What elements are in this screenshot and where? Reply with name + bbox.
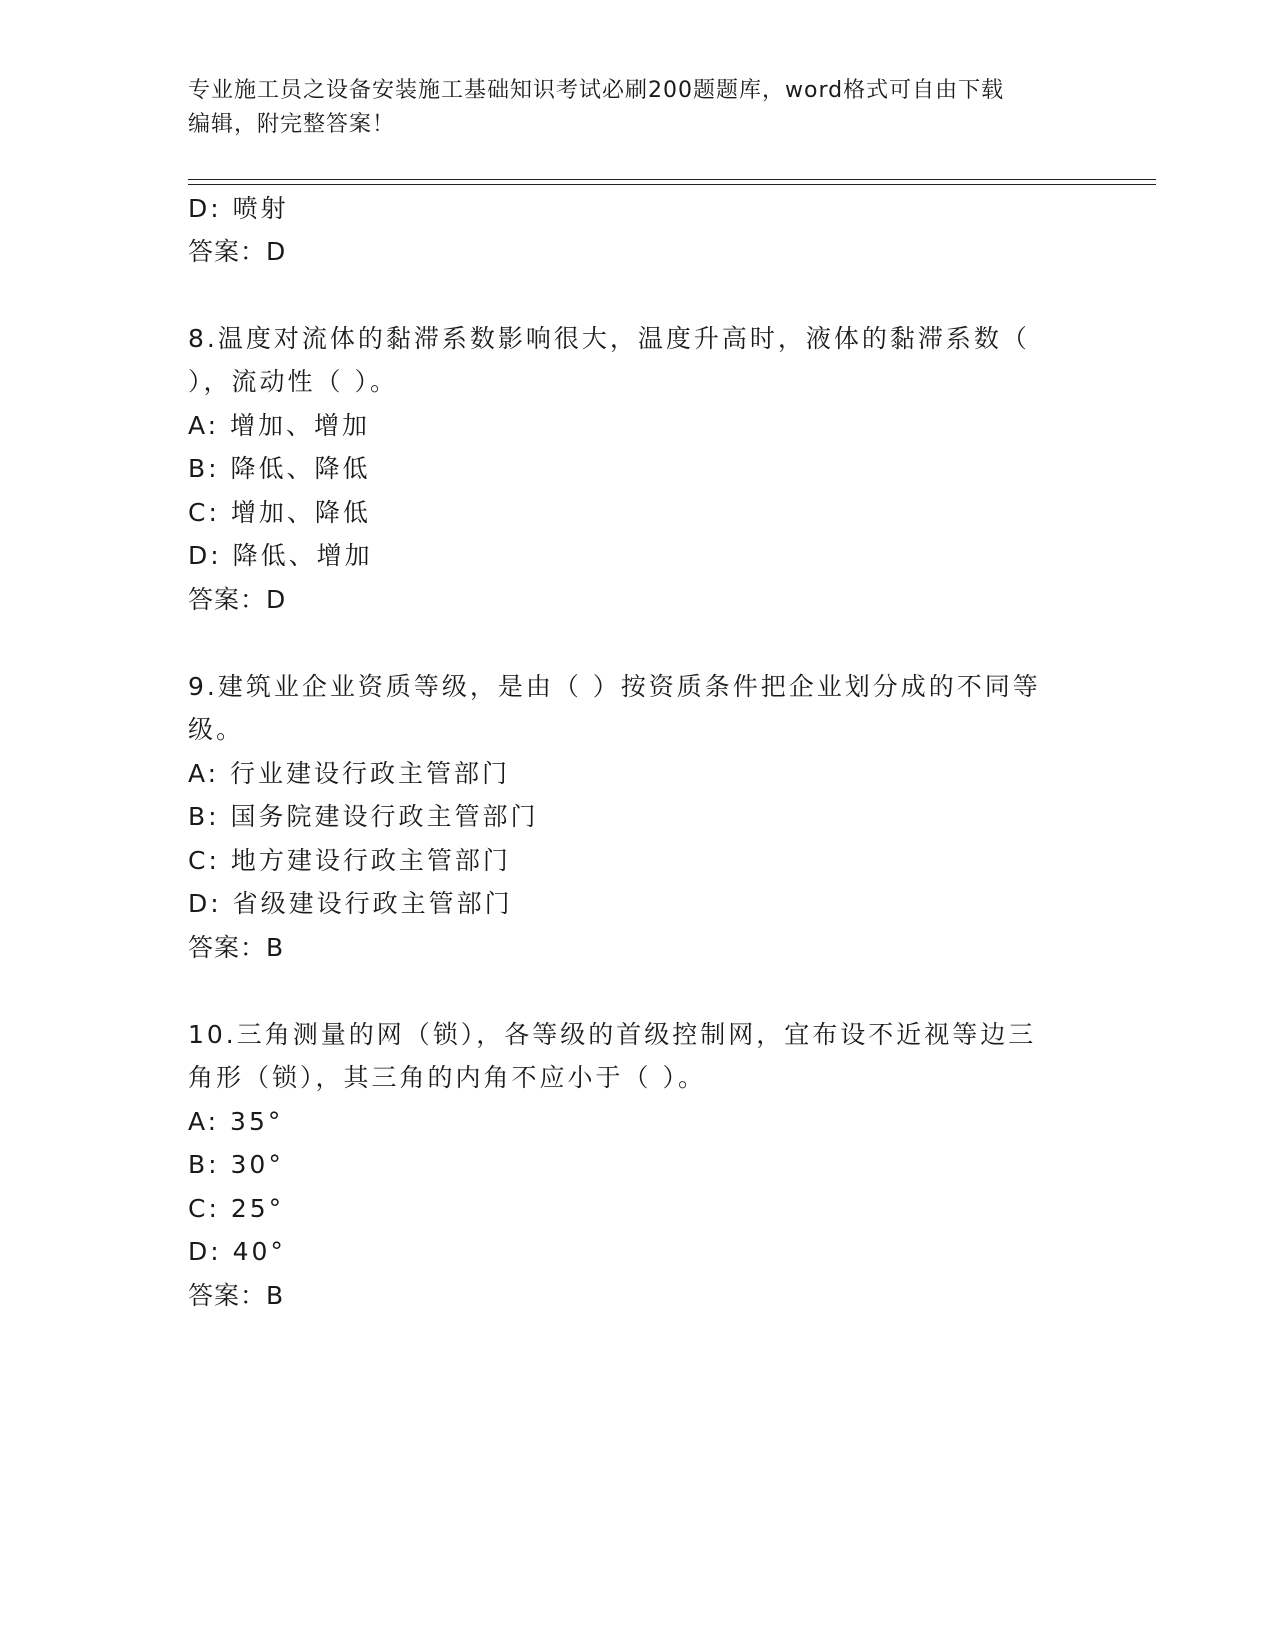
question-9-option-b: B: 国务院建设行政主管部门 bbox=[188, 802, 539, 831]
question-8-stem-line-2: ），流动性（ ）。 bbox=[188, 367, 398, 396]
question-9-stem-line-1: 9.建筑业企业资质等级，是由（ ）按资质条件把企业划分成的不同等 bbox=[188, 672, 1041, 701]
question-9-option-d: D: 省级建设行政主管部门 bbox=[188, 889, 513, 918]
question-8-option-b: B: 降低、降低 bbox=[188, 454, 371, 483]
question-10-option-d: D: 40° bbox=[188, 1237, 286, 1266]
question-8-option-a: A: 增加、增加 bbox=[188, 411, 371, 440]
question-9-option-a: A: 行业建设行政主管部门 bbox=[188, 759, 511, 788]
question-9-stem-line-2: 级。 bbox=[188, 715, 245, 744]
header-divider-top bbox=[188, 179, 1156, 180]
header-divider-bottom bbox=[188, 184, 1156, 185]
question-10-stem-line-1: 10.三角测量的网（锁），各等级的首级控制网，宜布设不近视等边三 bbox=[188, 1020, 1037, 1049]
question-10-option-b: B: 30° bbox=[188, 1150, 284, 1179]
previous-question-option-d: D: 喷射 bbox=[188, 194, 289, 223]
previous-question-answer: 答案：D bbox=[188, 237, 287, 266]
question-9-option-c: C: 地方建设行政主管部门 bbox=[188, 846, 511, 875]
question-8-option-d: D: 降低、增加 bbox=[188, 541, 373, 570]
header-title-line-1: 专业施工员之设备安装施工基础知识考试必刷200题题库，word格式可自由下载 bbox=[188, 78, 1005, 103]
header-title-line-2: 编辑，附完整答案！ bbox=[188, 112, 396, 137]
question-10-option-a: A: 35° bbox=[188, 1107, 284, 1136]
question-10-stem-line-2: 角形（锁），其三角的内角不应小于（ ）。 bbox=[188, 1063, 706, 1092]
question-10-answer: 答案：B bbox=[188, 1281, 285, 1310]
question-8-answer: 答案：D bbox=[188, 585, 287, 614]
question-10-option-c: C: 25° bbox=[188, 1194, 285, 1223]
question-9-answer: 答案：B bbox=[188, 933, 285, 962]
question-8-option-c: C: 增加、降低 bbox=[188, 498, 371, 527]
document-header bbox=[188, 74, 1088, 142]
question-8-stem-line-1: 8.温度对流体的黏滞系数影响很大，温度升高时，液体的黏滞系数（ bbox=[188, 324, 1030, 353]
